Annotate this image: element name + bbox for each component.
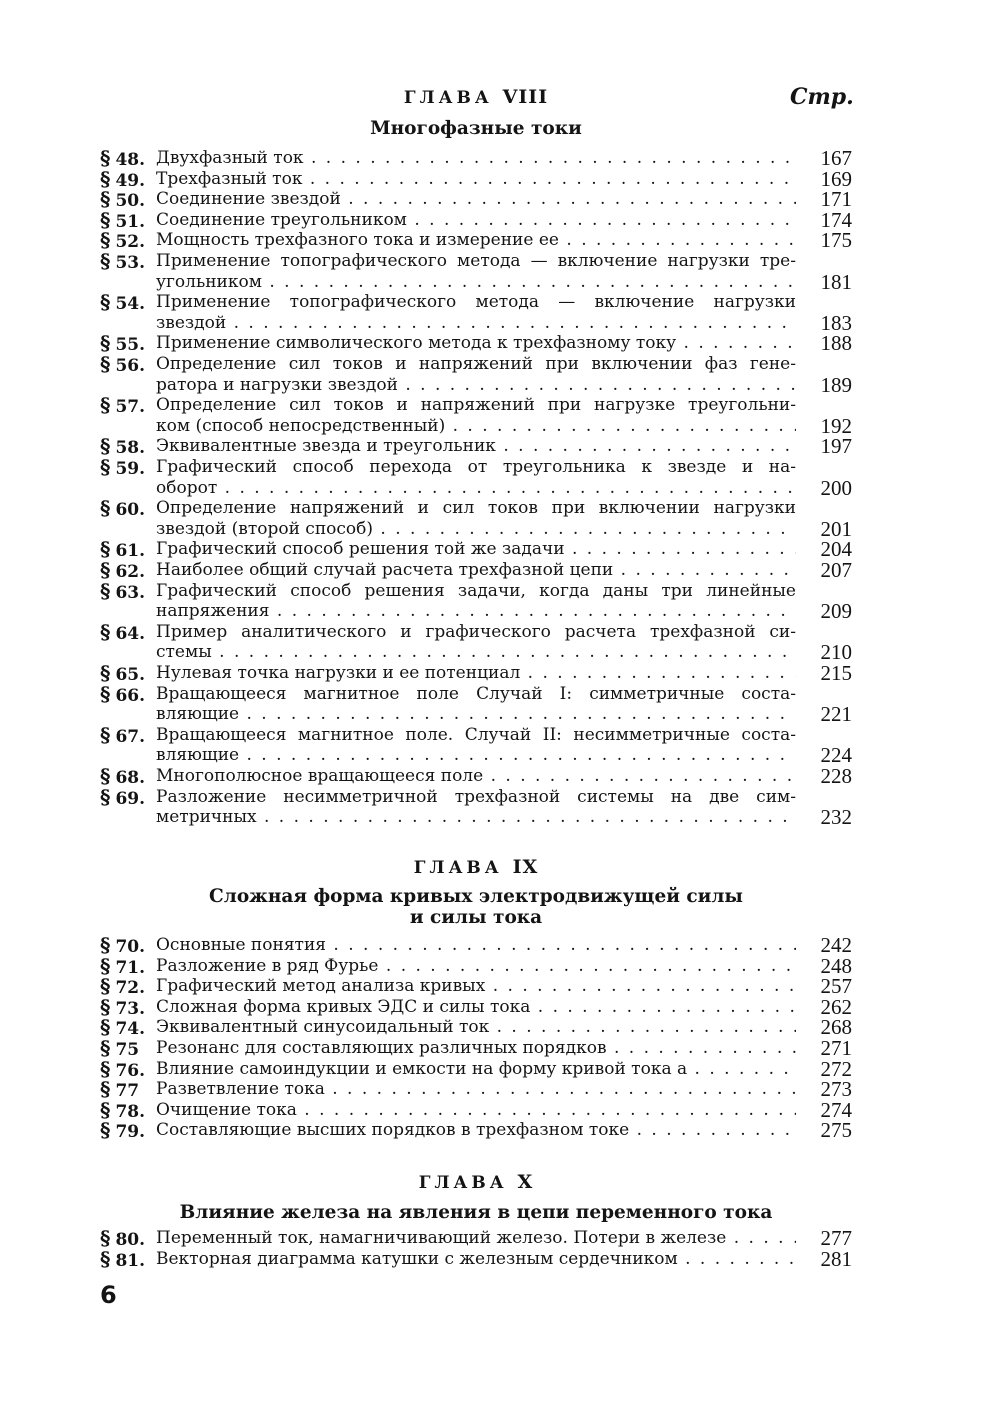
entry-title-line: Определение напряжений и сил токов при включении нагрузки <box>156 498 796 519</box>
section-number-text: 76. <box>115 1060 146 1081</box>
entry-title-line: Графический способ решения той же задачи . . . <box>156 539 796 560</box>
section-number-text: 79. <box>115 1122 146 1143</box>
section-sign-icon: § <box>100 1036 111 1060</box>
chapter-label: ГЛАВА <box>413 858 503 878</box>
section-number-text: 50. <box>115 191 146 212</box>
section-number-text: 73. <box>115 998 146 1019</box>
page-reference: 200 <box>820 475 852 500</box>
toc-entry[interactable] <box>100 1120 852 1141</box>
entry-title-line: Применение топографического метода — включение нагрузки <box>156 292 796 313</box>
section-number-text: 70. <box>115 937 146 957</box>
page-reference: 175 <box>820 228 852 253</box>
section-sign-icon: § <box>100 1246 111 1271</box>
section-sign-icon: § <box>100 166 111 191</box>
section-number-text: 81. <box>115 1250 146 1271</box>
page-reference: 171 <box>820 187 852 212</box>
section-sign-icon: § <box>100 1118 111 1143</box>
section-number-text: 65. <box>115 665 146 685</box>
page-reference: 262 <box>820 994 852 1019</box>
section-number <box>100 619 156 645</box>
entry-title-line: оборот . . . <box>156 478 796 499</box>
section-number-text: 63. <box>115 582 146 603</box>
toc-entry[interactable] <box>100 498 852 539</box>
section-sign-icon: § <box>100 146 111 170</box>
section-number-text: 74. <box>115 1019 146 1040</box>
toc-entry[interactable] <box>100 436 852 457</box>
page-reference: 209 <box>820 599 852 624</box>
entry-title-line: Пример аналитического и графического расчета трехфазной си- <box>156 621 796 642</box>
section-number-text: 71. <box>115 957 146 978</box>
section-number-text: 69. <box>115 788 146 809</box>
section-number <box>100 722 156 748</box>
entry-title-line: Определение сил токов и напряжений при включении фаз гене- <box>156 354 796 374</box>
section-number-text: 58. <box>115 438 146 459</box>
toc-entry[interactable] <box>100 976 852 997</box>
chapter-label: ГЛАВА <box>403 88 493 108</box>
toc-entry[interactable] <box>100 681 852 727</box>
chapter-x-heading <box>100 1171 852 1193</box>
page-reference: 242 <box>820 933 852 957</box>
section-number-text: 59. <box>115 459 146 479</box>
toc-entry[interactable] <box>100 1017 852 1038</box>
section-number-text: 80. <box>115 1230 146 1250</box>
section-number-text: 68. <box>115 768 146 788</box>
section-sign-icon: § <box>100 953 111 978</box>
toc-entry[interactable] <box>100 994 852 1019</box>
section-sign-icon: § <box>100 619 111 644</box>
section-number <box>100 498 156 521</box>
section-number <box>100 578 156 604</box>
toc-entry[interactable] <box>100 784 852 830</box>
entry-title-line: Переменный ток, намагничивающий железо. Потери в железе . . . <box>156 1228 796 1249</box>
chapter-x-title: Влияние железа на явления в цепи переменного тока <box>179 1202 773 1223</box>
entry-title-line: вляющие . . . <box>156 745 796 766</box>
section-number <box>100 354 156 377</box>
toc-entry[interactable] <box>100 1038 852 1059</box>
section-sign-icon: § <box>100 455 111 479</box>
section-number <box>100 457 156 480</box>
section-number-text: 66. <box>115 685 146 706</box>
section-sign-icon: § <box>100 722 111 747</box>
section-number-text: 60. <box>115 500 146 521</box>
entry-title-line: звездой (второй способ) . . . <box>156 519 796 540</box>
toc-entry[interactable] <box>100 189 852 210</box>
chapter-viii-heading <box>100 86 852 108</box>
section-sign-icon: § <box>100 558 111 582</box>
entry-title-line: Трехфазный ток . . . <box>156 169 796 190</box>
entry-title-line: Разветвление тока . . . <box>156 1079 796 1100</box>
toc-entry[interactable] <box>100 539 852 560</box>
entry-title-line: угольником . . . <box>156 272 796 293</box>
entry-title-line: ком (способ непосредственный) . . . <box>156 416 796 437</box>
chapter-viii-title: Многофазные токи <box>370 118 582 139</box>
page-reference: 169 <box>820 166 852 191</box>
entry-title-line: Нулевая точка нагрузки и ее потенциал . . . <box>156 663 796 684</box>
entry-title-line: Вращающееся магнитное поле Случай I: симметричные соста- <box>156 683 796 704</box>
toc-entry[interactable] <box>100 1056 852 1081</box>
page-reference: 224 <box>820 743 852 768</box>
page-reference: 268 <box>820 1015 852 1040</box>
page-number: 6 <box>100 1281 117 1309</box>
page-reference: 281 <box>820 1246 852 1271</box>
page-reference: 197 <box>820 434 852 459</box>
page-reference: 248 <box>820 953 852 978</box>
toc-entry[interactable] <box>100 766 852 787</box>
page-reference: 277 <box>820 1226 852 1250</box>
page-reference: 167 <box>820 146 852 170</box>
toc-entry[interactable] <box>100 578 852 624</box>
toc-entry[interactable] <box>100 292 852 333</box>
page-column-label: Стр. <box>790 84 854 110</box>
entry-title-line: Векторная диаграмма катушки с железным сердечником . . . <box>156 1249 796 1270</box>
section-sign-icon: § <box>100 187 111 212</box>
chapter-ix-title-line-1: Сложная форма кривых электродвижущей силы <box>209 886 743 907</box>
toc-entry[interactable] <box>100 1097 852 1122</box>
page-reference: 228 <box>820 764 852 788</box>
entry-title-line: Очищение тока . . . <box>156 1100 796 1121</box>
section-sign-icon: § <box>100 661 111 685</box>
entry-title-line: Разложение в ряд Фурье . . . <box>156 956 796 977</box>
chapter-number: VIII <box>502 86 549 108</box>
page-reference: 274 <box>820 1097 852 1122</box>
page-reference: 204 <box>820 537 852 562</box>
toc-entry[interactable] <box>100 619 852 665</box>
toc-entry[interactable] <box>100 722 852 768</box>
entry-title-line: ратора и нагрузки звездой . . . <box>156 375 796 396</box>
page-reference: 257 <box>820 974 852 999</box>
section-sign-icon: § <box>100 331 111 356</box>
chapter-ix-title-line-2: и силы тока <box>409 907 543 928</box>
section-sign-icon: § <box>100 1226 111 1250</box>
page-reference: 232 <box>820 805 852 830</box>
page-reference: 207 <box>820 558 852 582</box>
section-sign-icon: § <box>100 228 111 253</box>
entry-title-line: Резонанс для составляющих различных порядков . . . <box>156 1038 796 1059</box>
toc-entry[interactable] <box>100 953 852 978</box>
toc-entry[interactable] <box>100 1079 852 1100</box>
section-sign-icon: § <box>100 1077 111 1102</box>
toc-entry[interactable] <box>100 148 852 169</box>
section-number-text: 48. <box>115 150 146 170</box>
section-sign-icon: § <box>100 207 111 232</box>
entry-title-line: Вращающееся магнитное поле. Случай II: несимметричные соста- <box>156 724 796 745</box>
entry-title-line: звездой . . . <box>156 313 796 334</box>
section-number <box>100 251 156 274</box>
section-number-text: 51. <box>115 211 146 232</box>
section-number <box>100 1120 156 1143</box>
section-sign-icon: § <box>100 764 111 788</box>
page-reference: 201 <box>820 516 852 541</box>
entry-title-line: Графический способ решения задачи, когда даны три линейные <box>156 580 796 601</box>
section-sign-icon: § <box>100 784 111 809</box>
page-reference: 273 <box>820 1077 852 1102</box>
entry-title-line: Мощность трехфазного тока и измерение ее . . . <box>156 230 796 251</box>
entry-title-line: Применение топографического метода — включение нагрузки тре- <box>156 251 796 271</box>
section-number-text: 77 <box>115 1081 140 1102</box>
entry-title-line: Графический способ перехода от треугольника к звезде и на- <box>156 457 796 477</box>
section-sign-icon: § <box>100 434 111 459</box>
page-reference: 192 <box>820 413 852 438</box>
toc-entry[interactable] <box>100 230 852 251</box>
section-sign-icon: § <box>100 578 111 603</box>
entry-title-line: метричных . . . <box>156 807 796 828</box>
chapter-number: IX <box>512 856 539 878</box>
page-reference: 271 <box>820 1036 852 1060</box>
section-sign-icon: § <box>100 681 111 706</box>
toc-entry[interactable] <box>100 457 852 498</box>
toc-entry[interactable] <box>100 207 852 232</box>
section-sign-icon: § <box>100 994 111 1019</box>
section-number <box>100 395 156 418</box>
section-number-text: 67. <box>115 726 146 747</box>
toc-entry[interactable] <box>100 935 852 956</box>
chapter-ix-heading <box>100 856 852 878</box>
entry-title-line: Многополюсное вращающееся поле . . . <box>156 766 796 787</box>
toc-entry[interactable] <box>100 1246 852 1271</box>
entry-title-line: Наиболее общий случай расчета трехфазной цепи . . . <box>156 560 796 581</box>
chapter-number: X <box>517 1171 534 1193</box>
entry-title-line: Соединение треугольником . . . <box>156 210 796 231</box>
entry-title-line: вляющие . . . <box>156 704 796 725</box>
toc-entry[interactable] <box>100 333 852 354</box>
entry-title-line: Эквивалентный синусоидальный ток . . . <box>156 1017 796 1038</box>
section-number <box>100 681 156 707</box>
page-reference: 181 <box>820 269 852 294</box>
toc-entry[interactable] <box>100 395 852 436</box>
section-number-text: 78. <box>115 1101 146 1122</box>
section-sign-icon: § <box>100 1015 111 1040</box>
page-reference: 215 <box>820 661 852 685</box>
page-reference: 275 <box>820 1118 852 1143</box>
section-sign-icon: § <box>100 393 111 418</box>
entry-title-line: Графический метод анализа кривых . . . <box>156 976 796 997</box>
page-reference: 272 <box>820 1056 852 1081</box>
entry-title-line: напряжения . . . <box>156 601 796 622</box>
entry-title-line: Разложение несимметричной трехфазной системы на две сим- <box>156 786 796 807</box>
section-sign-icon: § <box>100 249 111 273</box>
section-number-text: 75 <box>115 1040 140 1060</box>
section-number <box>100 292 156 315</box>
entry-title-line: Двухфазный ток . . . <box>156 148 796 169</box>
toc-entry[interactable] <box>100 251 852 292</box>
page-reference: 174 <box>820 207 852 232</box>
section-sign-icon: § <box>100 1097 111 1122</box>
section-sign-icon: § <box>100 290 111 315</box>
toc-entry[interactable] <box>100 166 852 191</box>
section-sign-icon: § <box>100 933 111 957</box>
section-number-text: 64. <box>115 623 146 644</box>
entry-title-line: Соединение звездой . . . <box>156 189 796 210</box>
entry-title-line: стемы . . . <box>156 642 796 663</box>
section-number <box>100 1246 156 1272</box>
section-sign-icon: § <box>100 537 111 562</box>
section-number-text: 61. <box>115 541 146 562</box>
section-number-text: 55. <box>115 335 146 356</box>
section-number-text: 54. <box>115 294 146 315</box>
entry-title-line: Основные понятия . . . <box>156 935 796 956</box>
section-number-text: 53. <box>115 253 146 273</box>
entry-title-line: Сложная форма кривых ЭДС и силы тока . . . <box>156 997 796 1018</box>
toc-entry[interactable] <box>100 663 852 684</box>
entry-title-line: Определение сил токов и напряжений при нагрузке треугольни- <box>156 395 796 416</box>
section-sign-icon: § <box>100 1056 111 1081</box>
section-number <box>100 784 156 810</box>
section-number-text: 52. <box>115 232 146 253</box>
section-sign-icon: § <box>100 496 111 521</box>
toc-entry[interactable] <box>100 1228 852 1249</box>
section-number-text: 72. <box>115 978 146 999</box>
section-number-text: 62. <box>115 562 146 582</box>
chapter-label: ГЛАВА <box>418 1173 508 1193</box>
entry-title-line: Влияние самоиндукции и емкости на форму кривой тока а . . . <box>156 1059 796 1080</box>
toc-entry[interactable] <box>100 560 852 581</box>
entry-title-line: Эквивалентные звезда и треугольник . . . <box>156 436 796 457</box>
section-number-text: 49. <box>115 170 146 191</box>
page-reference: 188 <box>820 331 852 356</box>
section-number-text: 57. <box>115 397 146 418</box>
page-reference: 189 <box>820 372 852 397</box>
entry-title-line: Составляющие высших порядков в трехфазном токе . . . <box>156 1120 796 1141</box>
entry-title-line: Применение символического метода к трехфазному току . . . <box>156 333 796 354</box>
page-reference: 210 <box>820 640 852 665</box>
toc-entry[interactable] <box>100 354 852 395</box>
page-reference: 183 <box>820 310 852 335</box>
section-sign-icon: § <box>100 352 111 376</box>
page-reference: 221 <box>820 702 852 727</box>
section-number-text: 56. <box>115 356 146 376</box>
section-sign-icon: § <box>100 974 111 999</box>
